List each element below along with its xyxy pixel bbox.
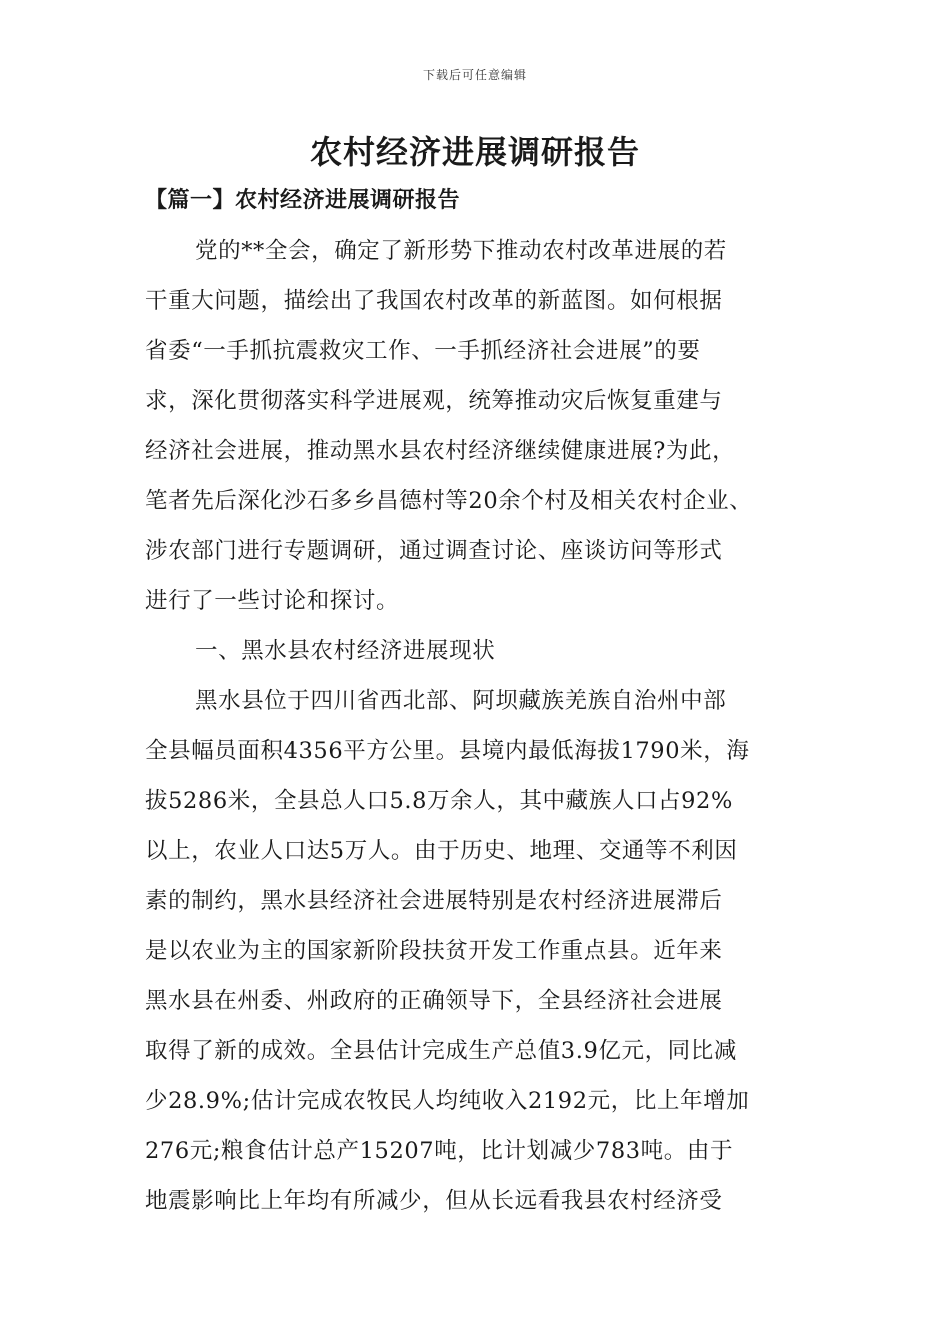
body-line: 求，深化贯彻落实科学进展观，统筹推动灾后恢复重建与	[145, 388, 723, 414]
body-line: 笔者先后深化沙石多乡昌德村等20余个村及相关农村企业、	[145, 488, 753, 514]
body-line: 以上，农业人口达5万人。由于历史、地理、交通等不利因	[145, 838, 738, 864]
body-line: 取得了新的成效。全县估计完成生产总值3.9亿元，同比减	[145, 1038, 737, 1064]
body-line: 地震影响比上年均有所减少，但从长远看我县农村经济受	[145, 1188, 723, 1214]
body-line: 是以农业为主的国家新阶段扶贫开发工作重点县。近年来	[145, 938, 723, 964]
page-header-note: 下载后可任意编辑	[422, 68, 527, 82]
body-line: 拔5286米，全县总人口5.8万余人，其中藏族人口占92%	[145, 788, 733, 814]
body-line: 干重大问题，描绘出了我国农村改革的新蓝图。如何根据	[145, 288, 723, 314]
section-heading: 【篇一】农村经济进展调研报告	[145, 187, 461, 213]
body-line: 黑水县位于四川省西北部、阿坝藏族羌族自治州中部	[195, 688, 727, 714]
body-line: 276元;粮食估计总产15207吨，比计划减少783吨。由于	[145, 1138, 734, 1164]
body-line: 少28.9%;估计完成农牧民人均纯收入2192元，比上年增加	[145, 1088, 750, 1114]
body-line: 素的制约，黑水县经济社会进展特别是农村经济进展滞后	[145, 888, 723, 914]
body-line: 党的**全会，确定了新形势下推动农村改革进展的若	[195, 238, 727, 264]
body-line: 进行了一些讨论和探讨。	[145, 588, 400, 614]
body-line: 涉农部门进行专题调研，通过调查讨论、座谈访问等形式	[145, 538, 723, 564]
body-line: 省委“一手抓抗震救灾工作、一手抓经济社会进展”的要	[145, 338, 701, 364]
subsection-heading: 一、黑水县农村经济进展现状	[195, 638, 496, 664]
body-line: 全县幅员面积4356平方公里。县境内最低海拔1790米，海	[145, 738, 750, 764]
body-text	[145, 232, 810, 1232]
body-line: 黑水县在州委、州政府的正确领导下，全县经济社会进展	[145, 988, 723, 1014]
body-line: 经济社会进展，推动黑水县农村经济继续健康进展?为此，	[145, 438, 736, 464]
document-title: 农村经济进展调研报告	[309, 133, 640, 171]
